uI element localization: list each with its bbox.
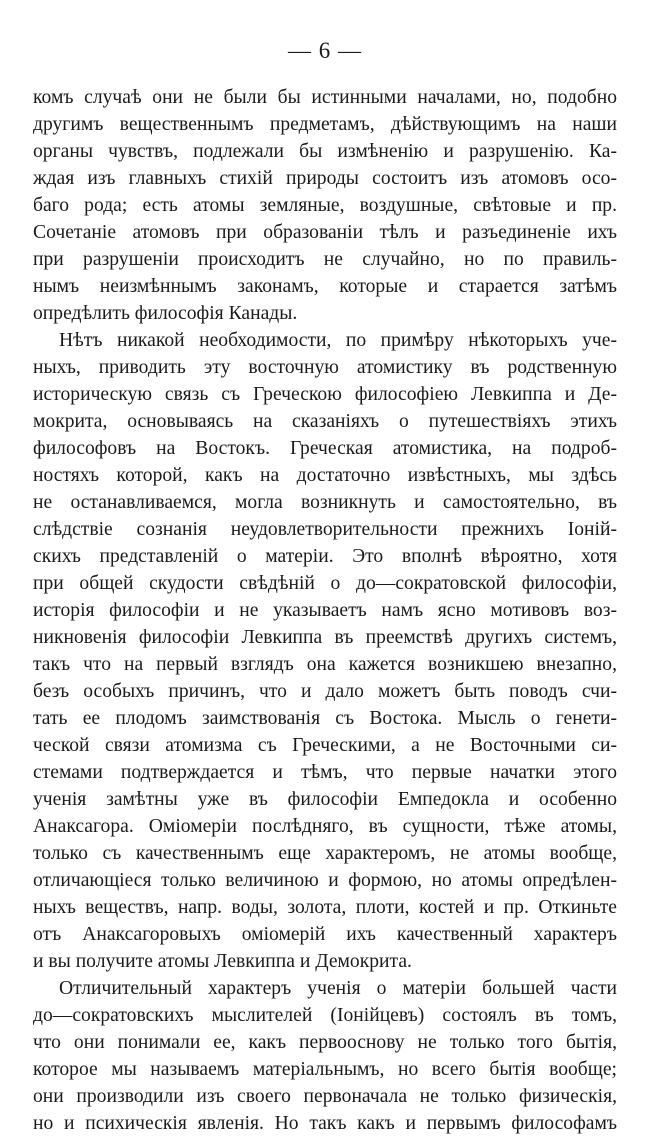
- text-line: Сочетаніе атомовъ при образованіи тѣлъ и разъединеніе ихъ: [33, 222, 617, 243]
- text-line: только съ качественнымъ еще характеромъ, не атомы вообще,: [33, 843, 617, 864]
- text-line: Анаксагора. Оміомеріи послѣдняго, въ сущности, тѣже атомы,: [33, 816, 617, 837]
- text-line: историческую связь съ Греческою философіею Левкиппа и Де-: [33, 384, 617, 405]
- text-line: нымъ неизмѣннымъ законамъ, которые и старается затѣмъ: [33, 276, 617, 297]
- text-line: такъ что на первый взглядъ она кажется возникшею внезапно,: [33, 654, 617, 675]
- text-line: отличающіеся только величиною и формою, но атомы опредѣлен-: [33, 870, 617, 891]
- text-line: при общей скудости свѣдѣній о до—сократовской философіи,: [33, 573, 617, 594]
- paragraph-first-line: Отличительный характеръ ученія о матеріи большей части: [59, 978, 617, 999]
- text-line: ученія замѣтны уже въ философіи Емпедокла и особенно: [33, 789, 617, 810]
- text-line: исторія философіи и не указываетъ намъ ясно мотивовъ воз-: [33, 600, 617, 621]
- text-line: тать ее плодомъ заимствованія съ Востока. Мысль о генети-: [33, 708, 617, 729]
- text-line: никновенія философіи Левкиппа въ преемствѣ другихъ системъ,: [33, 627, 617, 648]
- paragraph-end-line: и вы получите атомы Левкиппа и Демокрита.: [33, 951, 412, 972]
- text-line: ныхъ веществъ, напр. воды, золота, плоти, костей и пр. Откиньте: [33, 897, 617, 918]
- body-text: [33, 84, 617, 1137]
- text-line: ческой связи атомизма съ Греческими, а не Восточными си-: [33, 735, 617, 756]
- text-line: органы чувствъ, подлежали бы измѣненію и разрушенію. Ка-: [33, 141, 617, 162]
- text-line: безъ особыхъ причинъ, что и дало можетъ быть поводъ счи-: [33, 681, 617, 702]
- text-line: ныхъ, приводить эту восточную атомистику въ родственную: [33, 357, 617, 378]
- page-number: — 6 —: [288, 38, 362, 63]
- text-line: до—сократовскихъ мыслителей (Іонійцевъ) состоялъ въ томъ,: [33, 1005, 617, 1026]
- text-line: что они понимали ее, какъ первооснову не только того бытія,: [33, 1032, 617, 1053]
- text-line: комъ случаѣ они не были бы истинными началами, но, подобно: [33, 87, 617, 108]
- text-line: при разрушеніи происходитъ не случайно, но по правиль-: [33, 249, 617, 270]
- text-line: слѣдствіе сознанія неудовлетворительности прежнихъ Іоній-: [33, 519, 617, 540]
- paragraph-first-line: Нѣтъ никакой необходимости, по примѣру нѣкоторыхъ уче-: [59, 330, 617, 351]
- text-line: мокрита, основываясь на сказаніяхъ о путешествіяхъ этихъ: [33, 411, 617, 432]
- text-line: не останавливаемся, могла возникнуть и самостоятельно, въ: [33, 492, 617, 513]
- text-line: ностяхъ которой, какъ на достаточно извѣстныхъ, мы здѣсь: [33, 465, 617, 486]
- text-line: философовъ на Востокъ. Греческая атомистика, на подроб-: [33, 438, 617, 459]
- text-line: баго рода; есть атомы земляные, воздушные, свѣтовые и пр.: [33, 195, 617, 216]
- text-line: но и психическія явленія. Но такъ какъ и первымъ философамъ: [33, 1113, 617, 1134]
- text-line: которое мы называемъ матеріальнымъ, но всего бытія вообще;: [33, 1059, 617, 1080]
- text-line: ждая изъ главныхъ стихій природы состоитъ изъ атомовъ осо-: [33, 168, 617, 189]
- text-line: отъ Анаксагоровыхъ оміомерій ихъ качественный характеръ: [33, 924, 617, 945]
- text-line: они производили изъ своего первоначала не только физическія,: [33, 1086, 617, 1107]
- text-line: другимъ вещественнымъ предметамъ, дѣйствующимъ на наши: [33, 114, 617, 135]
- text-line: скихъ представленій о матеріи. Это вполнѣ вѣроятно, хотя: [33, 546, 617, 567]
- text-line: стемами подтверждается и тѣмъ, что первые начатки этого: [33, 762, 617, 783]
- paragraph-end-line: опредѣлить философія Канады.: [33, 303, 298, 324]
